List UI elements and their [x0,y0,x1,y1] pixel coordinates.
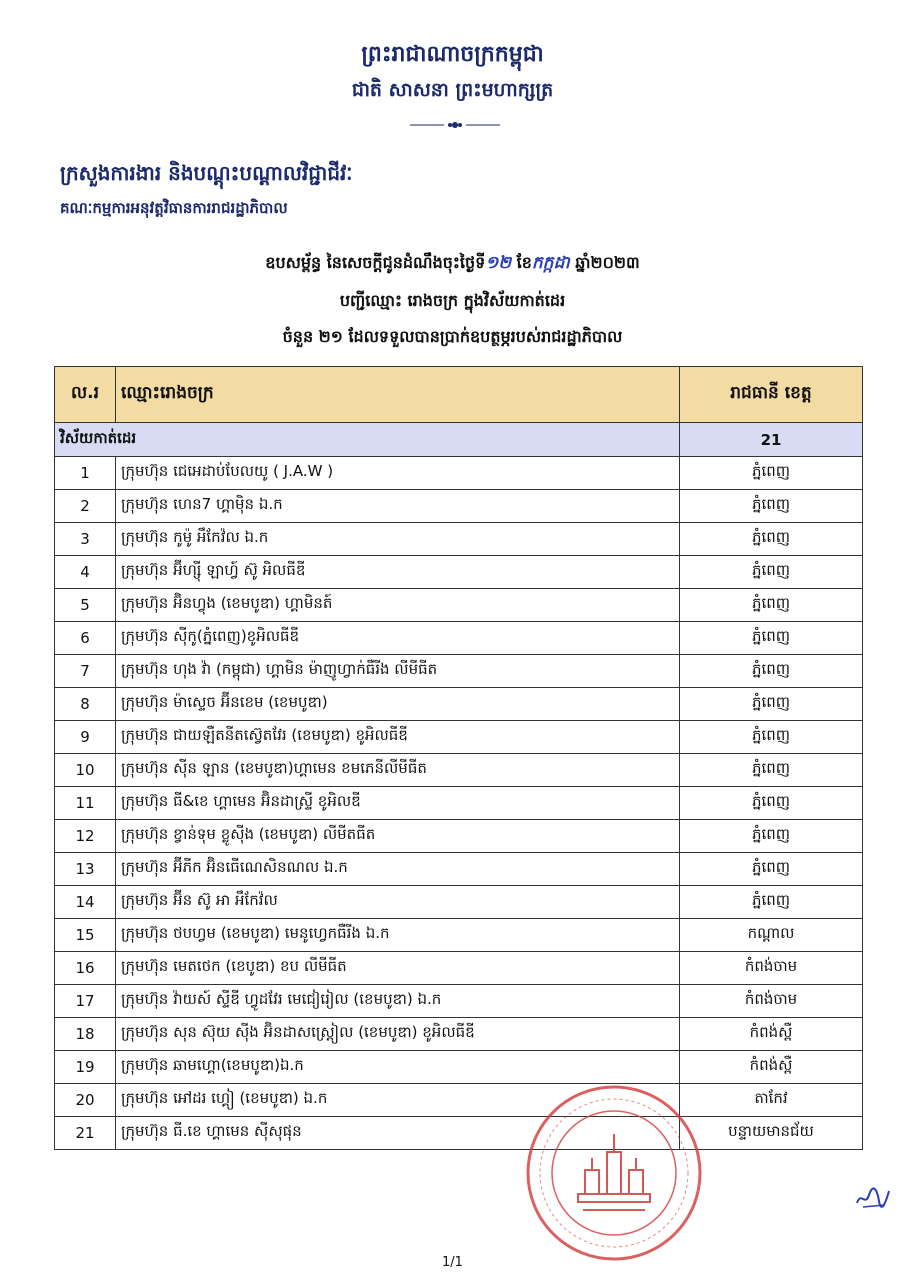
row-province: កំពង់ស្ពឺ [680,1051,863,1084]
row-province: កំពង់ចាម [680,952,863,985]
row-number: 6 [55,622,116,655]
row-number: 19 [55,1051,116,1084]
factory-name: ក្រុមហ៊ុន ស៊ីន ឡាន (ខេមបូឌា)ហ្គាមេន ខមភេនីលីមីធីត [116,754,680,787]
annex-title-prefix: ឧបសម្ព័ន្ធ នៃសេចក្តីជូនដំណឹងចុះថ្ងៃទី [265,253,486,272]
table-row [55,688,863,721]
col-header-name: ឈ្មោះរោងចក្រ [116,367,680,423]
row-province: កំពង់ស្ពឺ [680,1018,863,1051]
table-row [55,490,863,523]
table-row [55,886,863,919]
handwritten-day: ១២ [485,253,512,273]
table-row [55,919,863,952]
table-row [55,622,863,655]
factory-name: ក្រុមហ៊ុន ខ្វាន់ទុម ខ្លូស៊ីង (ខេមបូឌា) លីមីតធីត [116,820,680,853]
handwritten-month: កក្កដា [531,253,570,273]
table-row [55,1051,863,1084]
handwritten-initials [855,1185,891,1211]
row-number: 21 [55,1117,116,1150]
ministry-name: ក្រសួងការងារ និងបណ្តុះបណ្តាលវិជ្ជាជីវៈ [60,161,353,185]
row-number: 12 [55,820,116,853]
row-province: ភ្នំពេញ [680,556,863,589]
national-motto: ជាតិ សាសនា ព្រះមហាក្សត្រ [351,79,554,101]
factory-name: ក្រុមហ៊ុន អ៊ិនហ្វុង (ខេមបូឌា) ហ្គាមិនត៍ [116,589,680,622]
row-province: តាកែវ [680,1084,863,1117]
row-province: ភ្នំពេញ [680,853,863,886]
sector-name: វិស័យកាត់ដេរ [55,423,680,457]
row-province: កណ្តាល [680,919,863,952]
ornament-divider [410,120,500,130]
row-number: 5 [55,589,116,622]
table-row [55,589,863,622]
annex-title [0,252,905,277]
row-province: ភ្នំពេញ [680,523,863,556]
table-row [55,1084,863,1117]
row-province: កំពង់ចាម [680,985,863,1018]
sector-row [55,423,863,457]
table-row [55,820,863,853]
factory-name: ក្រុមហ៊ុន អៅដរ ហ្គៀ (ខេមបូឌា) ឯ.ក [116,1084,680,1117]
row-province: ភ្នំពេញ [680,787,863,820]
table-row [55,523,863,556]
row-province: ភ្នំពេញ [680,655,863,688]
row-number: 18 [55,1018,116,1051]
row-province: ភ្នំពេញ [680,820,863,853]
factory-name: ក្រុមហ៊ុន កូម៉ូ អឹកែវ៉ល ឯ.ក [116,523,680,556]
row-number: 15 [55,919,116,952]
official-seal [523,1082,705,1264]
factory-name: ក្រុមហ៊ុន ធី&ខេ ហ្គាមេន អ៊ិនដាស្ទ្រី ខូអិលឌី [116,787,680,820]
row-number: 10 [55,754,116,787]
year-text: ឆ្នាំ២០២៣ [575,253,640,272]
factory-name: ក្រុមហ៊ុន សុន ស៊ុយ ស៊ីង អ៊ិនដាសស្ត្រៀល (ខេមបូឌា) ខូអិលធីឌី [116,1018,680,1051]
factory-name: ក្រុមហ៊ុន អ៊ីន ស៊ូ អា អឹកែវ៉ល [116,886,680,919]
factory-name: ក្រុមហ៊ុន មេតថេក (ខេបូឌា) ខប លីមីធីត [116,952,680,985]
row-number: 7 [55,655,116,688]
row-number: 16 [55,952,116,985]
table-row [55,556,863,589]
table-row [55,1018,863,1051]
row-number: 17 [55,985,116,1018]
row-province: ភ្នំពេញ [680,622,863,655]
list-subtitle: ចំនួន ២១ ដែលទទួលបានប្រាក់ឧបត្ថម្ភរបស់រាជរដ្ឋាភិបាល [282,327,623,346]
row-number: 20 [55,1084,116,1117]
factory-name: ក្រុមហ៊ុន ជាយឡឺតនីតស្វ៊េតវែរ (ខេមបូឌា) ខូអិលធីឌី [116,721,680,754]
month-word: ខែ [516,253,532,272]
row-province: ភ្នំពេញ [680,688,863,721]
row-number: 13 [55,853,116,886]
sector-count: 21 [680,423,863,457]
row-number: 14 [55,886,116,919]
list-title: បញ្ជីឈ្មោះ រោងចក្រ ក្នុងវិស័យកាត់ដេរ [339,291,566,310]
row-province: ភ្នំពេញ [680,457,863,490]
page-number: 1/1 [442,1255,463,1270]
factory-name: ក្រុមហ៊ុន ស៊ីកូ(ភ្នំពេញ)ខូអិលធីឌី [116,622,680,655]
table-header-row [55,367,863,423]
row-province: ភ្នំពេញ [680,490,863,523]
row-province: ភ្នំពេញ [680,589,863,622]
row-number: 11 [55,787,116,820]
row-province: បន្ទាយមានជ័យ [680,1117,863,1150]
factory-name: ក្រុមហ៊ុន ធី.ខេ ហ្គាមេន ស៊ីសុផុន [116,1117,680,1150]
col-header-province: រាជធានី ខេត្ត [680,367,863,423]
table-row [55,457,863,490]
table-row [55,985,863,1018]
factory-name: ក្រុមហ៊ុន វ៉ាយស៍ ស្ទីឌី ហ្វូដវែរ មេជៀរៀល (ខេមបូឌា) ឯ.ក [116,985,680,1018]
table-row [55,1117,863,1150]
row-province: ភ្នំពេញ [680,721,863,754]
row-number: 4 [55,556,116,589]
factory-name: ក្រុមហ៊ុន ឆាមហ្គោ(ខេមបូឌា)ឯ.ក [116,1051,680,1084]
col-header-no: ល.រ [55,367,116,423]
row-province: ភ្នំពេញ [680,754,863,787]
row-number: 2 [55,490,116,523]
table-row [55,787,863,820]
table-row [55,952,863,985]
factory-name: ក្រុមហ៊ុន ជេអេដាប់បែលយូ ( J.A.W ) [116,457,680,490]
kingdom-heading: ព្រះរាជាណាចក្រកម្ពុជា [361,42,544,67]
row-number: 1 [55,457,116,490]
table-row [55,721,863,754]
factory-name: ក្រុមហ៊ុន ម៉ាស្ទេច អ៊ីនខេម (ខេមបូឌា) [116,688,680,721]
factory-name: ក្រុមហ៊ុន អ៊ីភីក អ៊ិនធើណេសិនណល ឯ.ក [116,853,680,886]
table-row [55,655,863,688]
table-row [55,754,863,787]
factory-name: ក្រុមហ៊ុន ហុង វ៉ា (កម្ពុជា) ហ្គាមិន ម៉ាញូហ្វាក់ធឺរីង លីមីធីត [116,655,680,688]
table-row [55,853,863,886]
factory-table [54,366,863,1150]
factory-name: ក្រុមហ៊ុន ហេន7 ហ្គាម៉ិន ឯ.ក [116,490,680,523]
row-number: 8 [55,688,116,721]
committee-name: គណៈកម្មការអនុវត្តវិធានការរាជរដ្ឋាភិបាល [60,199,288,217]
factory-name: ក្រុមហ៊ុន ថបហ្វម (ខេមបូឌា) មេនូហ្វេកធឺរីង ឯ.ក [116,919,680,952]
row-province: ភ្នំពេញ [680,886,863,919]
row-number: 9 [55,721,116,754]
row-number: 3 [55,523,116,556]
factory-name: ក្រុមហ៊ុន អ៊ីហ្ស៊ី ឡាហ្វ៍ ស៊ូ អិលធីឌី [116,556,680,589]
